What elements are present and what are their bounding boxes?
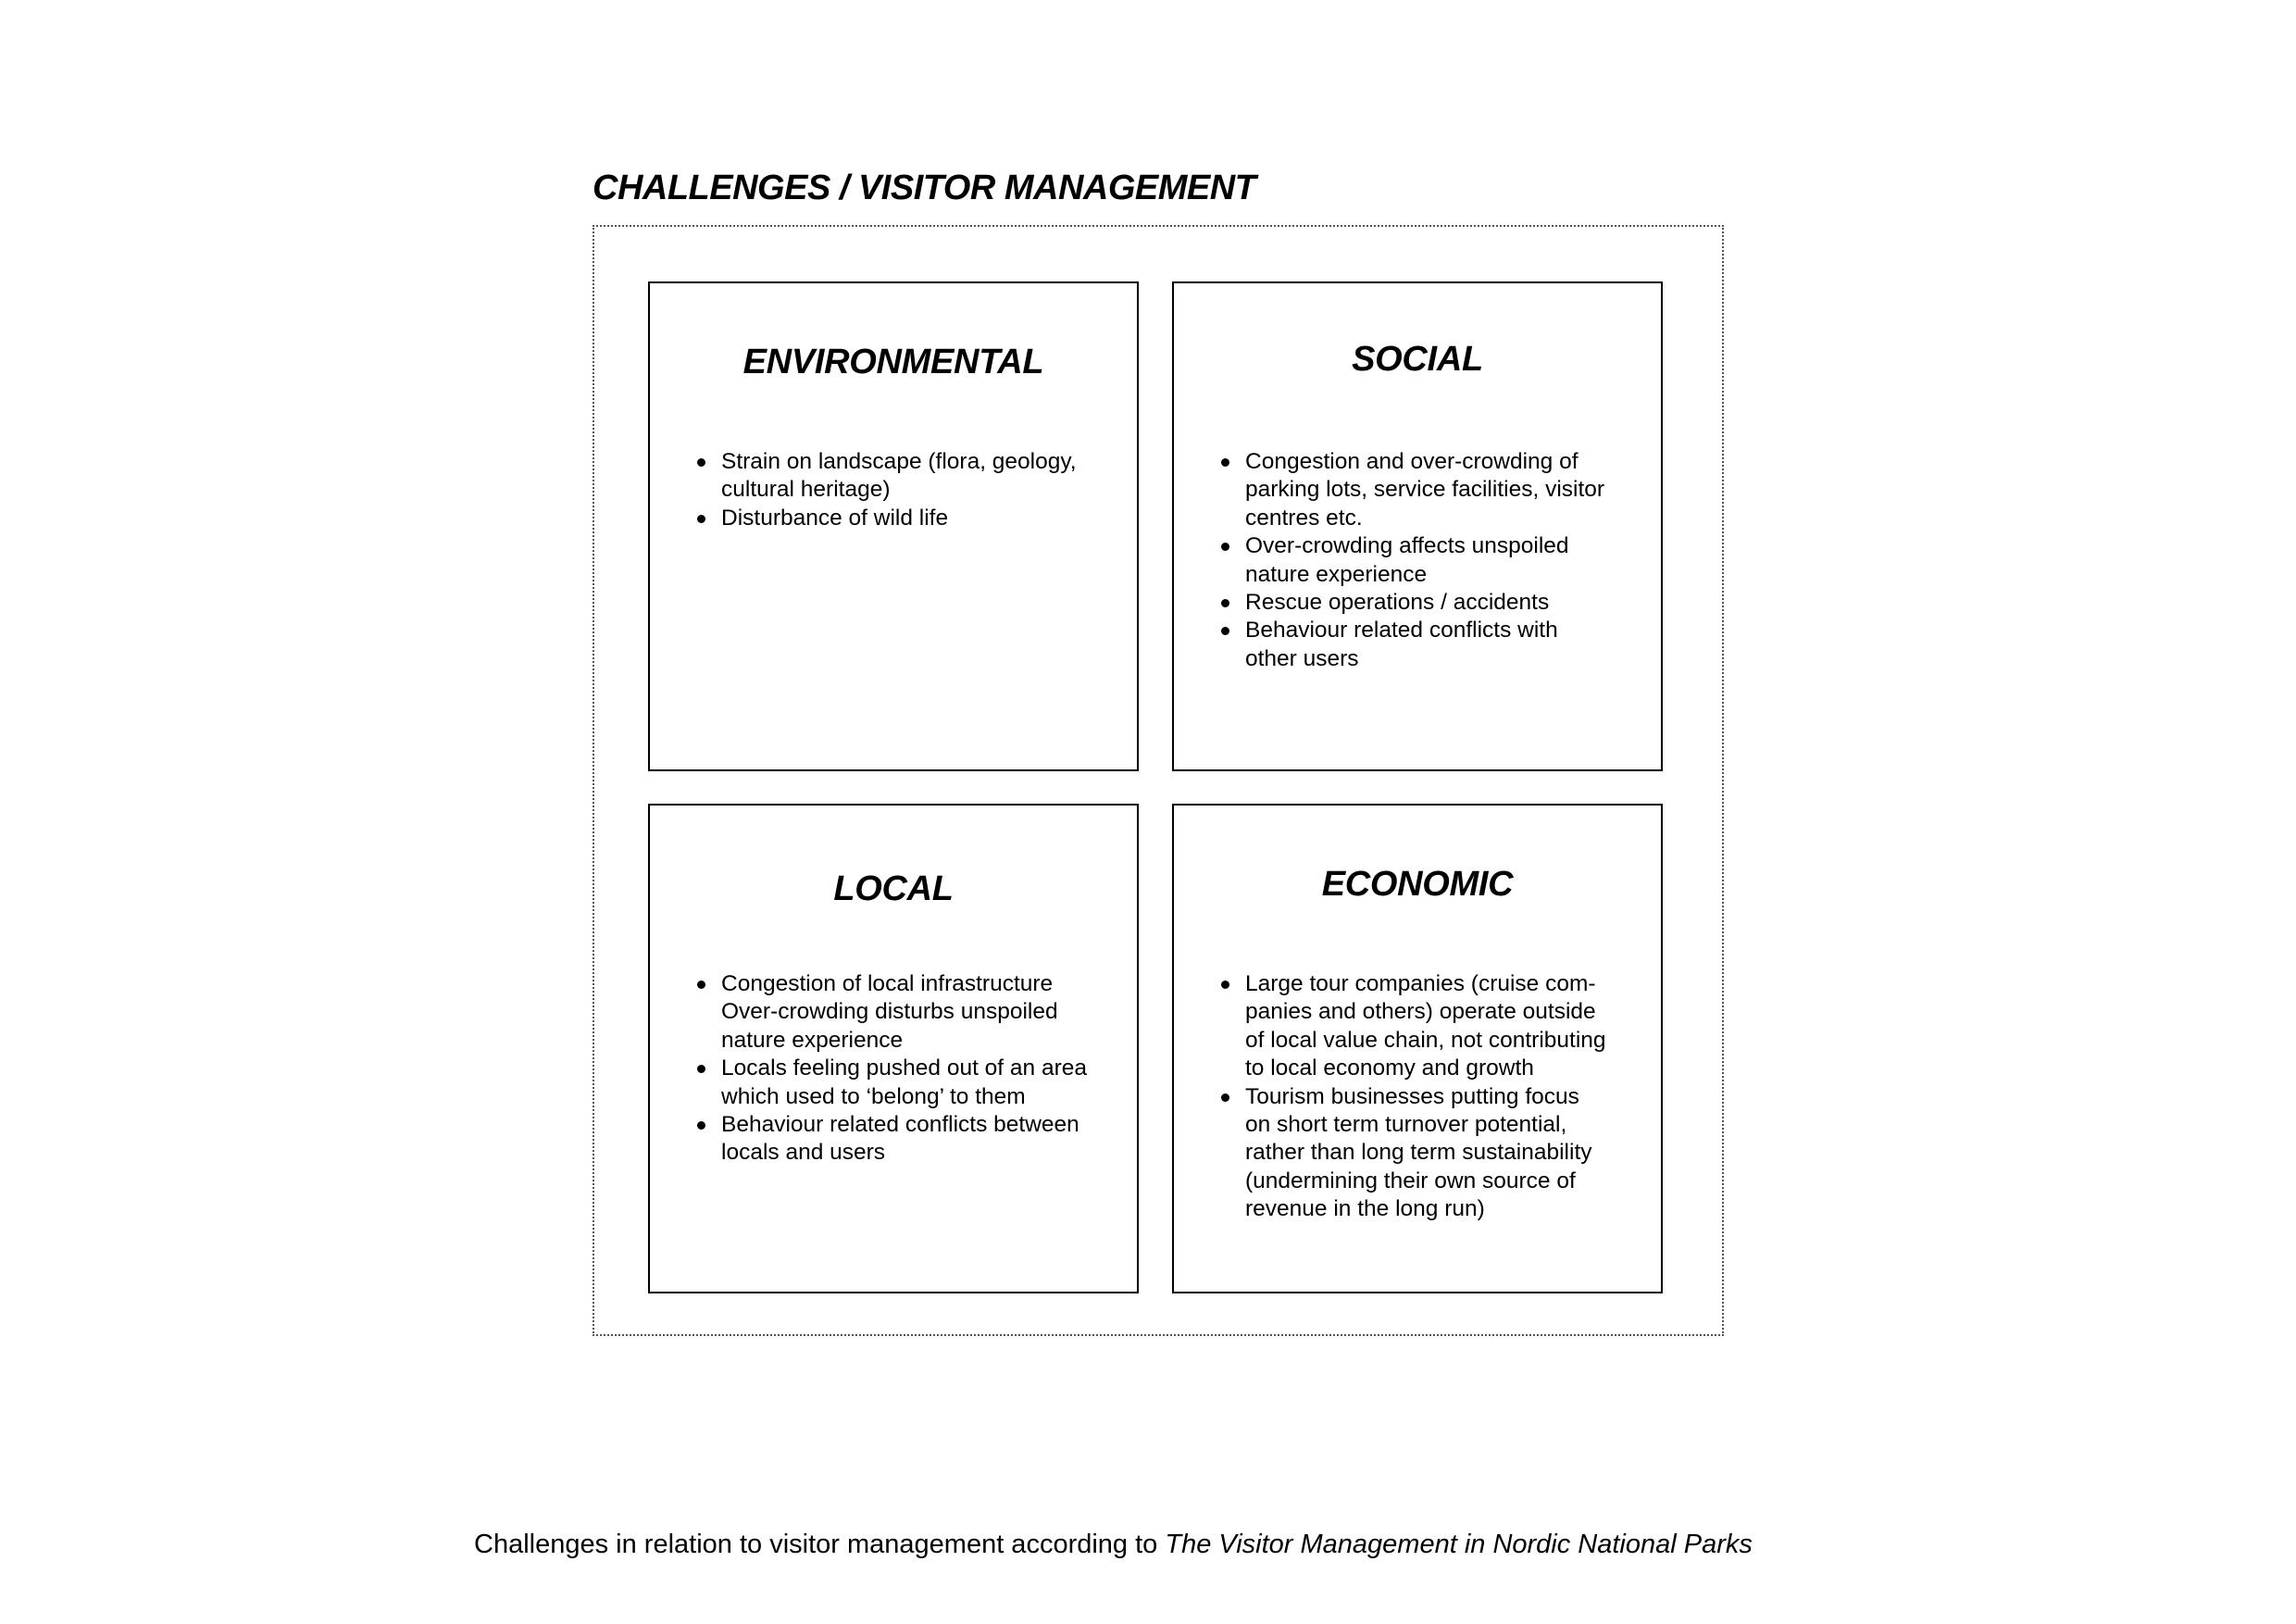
bullet-item-line: Over-crowding affects unspoiled xyxy=(1245,533,1569,559)
bullet-item-line: Tourism businesses putting focus xyxy=(1245,1083,1579,1109)
bullet-item-line: Congestion and over-crowding of xyxy=(1245,449,1578,474)
bullet-item-line: rather than long term sustainability xyxy=(1245,1140,1592,1166)
bullet-item-line: (undermining their own source of xyxy=(1245,1168,1576,1193)
bullet-item-line: Large tour companies (cruise com- xyxy=(1245,971,1596,996)
bullet-item-line: revenue in the long run) xyxy=(1245,1196,1485,1222)
panel-social xyxy=(1172,281,1663,771)
bullet-item-line: parking lots, service facilities, visitor xyxy=(1245,477,1605,503)
bullet-item xyxy=(1218,1083,1642,1224)
bullet-item xyxy=(1218,617,1642,673)
panel-heading-economic: ECONOMIC xyxy=(1321,865,1514,904)
panel-economic xyxy=(1172,804,1663,1293)
caption-text: Challenges in relation to visitor management according to xyxy=(474,1530,1166,1559)
caption-source: The Visitor Management in Nordic National Parks xyxy=(1165,1530,1753,1559)
panel-heading-social: SOCIAL xyxy=(1352,340,1483,379)
bullet-item-line: Rescue operations / accidents xyxy=(1245,590,1550,616)
bullet-item xyxy=(1218,970,1642,1083)
bullet-item-line: cultural heritage) xyxy=(721,477,891,503)
bullet-list-economic xyxy=(1218,970,1642,1224)
bullet-item xyxy=(1218,589,1642,617)
bullet-item-line: to local economy and growth xyxy=(1245,1056,1534,1081)
diagram-title: CHALLENGES / VISITOR MANAGEMENT xyxy=(593,169,1256,207)
bullet-item-line: Behaviour related conflicts with xyxy=(1245,618,1558,643)
bullet-item-line: Disturbance of wild life xyxy=(721,505,949,531)
bullet-list-social xyxy=(1218,448,1642,673)
bullet-item-line: locals and users xyxy=(721,1140,886,1166)
figure-caption xyxy=(474,1530,1753,1560)
bullet-item-line: nature experience xyxy=(1245,561,1428,587)
bullet-item-line: panies and others) operate outside xyxy=(1245,999,1596,1025)
bullet-item-line: Strain on landscape (flora, geology, xyxy=(721,449,1077,474)
panel-heading-environmental: ENVIRONMENTAL xyxy=(742,343,1044,381)
bullet-list-environmental xyxy=(694,448,1118,532)
bullet-item-line: of local value chain, not contributing xyxy=(1245,1027,1606,1053)
bullet-item-line: centres etc. xyxy=(1245,505,1363,531)
bullet-item xyxy=(694,505,1118,532)
bullet-item-line: other users xyxy=(1245,645,1359,671)
bullet-item xyxy=(1218,532,1642,589)
bullet-item-line: on short term turnover potential, xyxy=(1245,1112,1567,1138)
bullet-item xyxy=(694,448,1118,505)
bullet-item-line: Over-crowding disturbs unspoiled xyxy=(721,999,1058,1025)
bullet-item xyxy=(694,1111,1118,1168)
bullet-item-line: Congestion of local infrastructure xyxy=(721,971,1054,996)
panel-environmental xyxy=(648,281,1139,771)
bullet-item-line: Behaviour related conflicts between xyxy=(721,1112,1079,1138)
bullet-list-local xyxy=(694,970,1118,1168)
bullet-item-line: which used to ‘belong’ to them xyxy=(721,1083,1026,1109)
bullet-item xyxy=(1218,448,1642,532)
bullet-item-line: nature experience xyxy=(721,1027,904,1053)
bullet-item xyxy=(694,1055,1118,1111)
bullet-item-line: Locals feeling pushed out of an area xyxy=(721,1056,1088,1081)
panel-local xyxy=(648,804,1139,1293)
panel-heading-local: LOCAL xyxy=(833,869,954,908)
bullet-item xyxy=(694,970,1118,1055)
